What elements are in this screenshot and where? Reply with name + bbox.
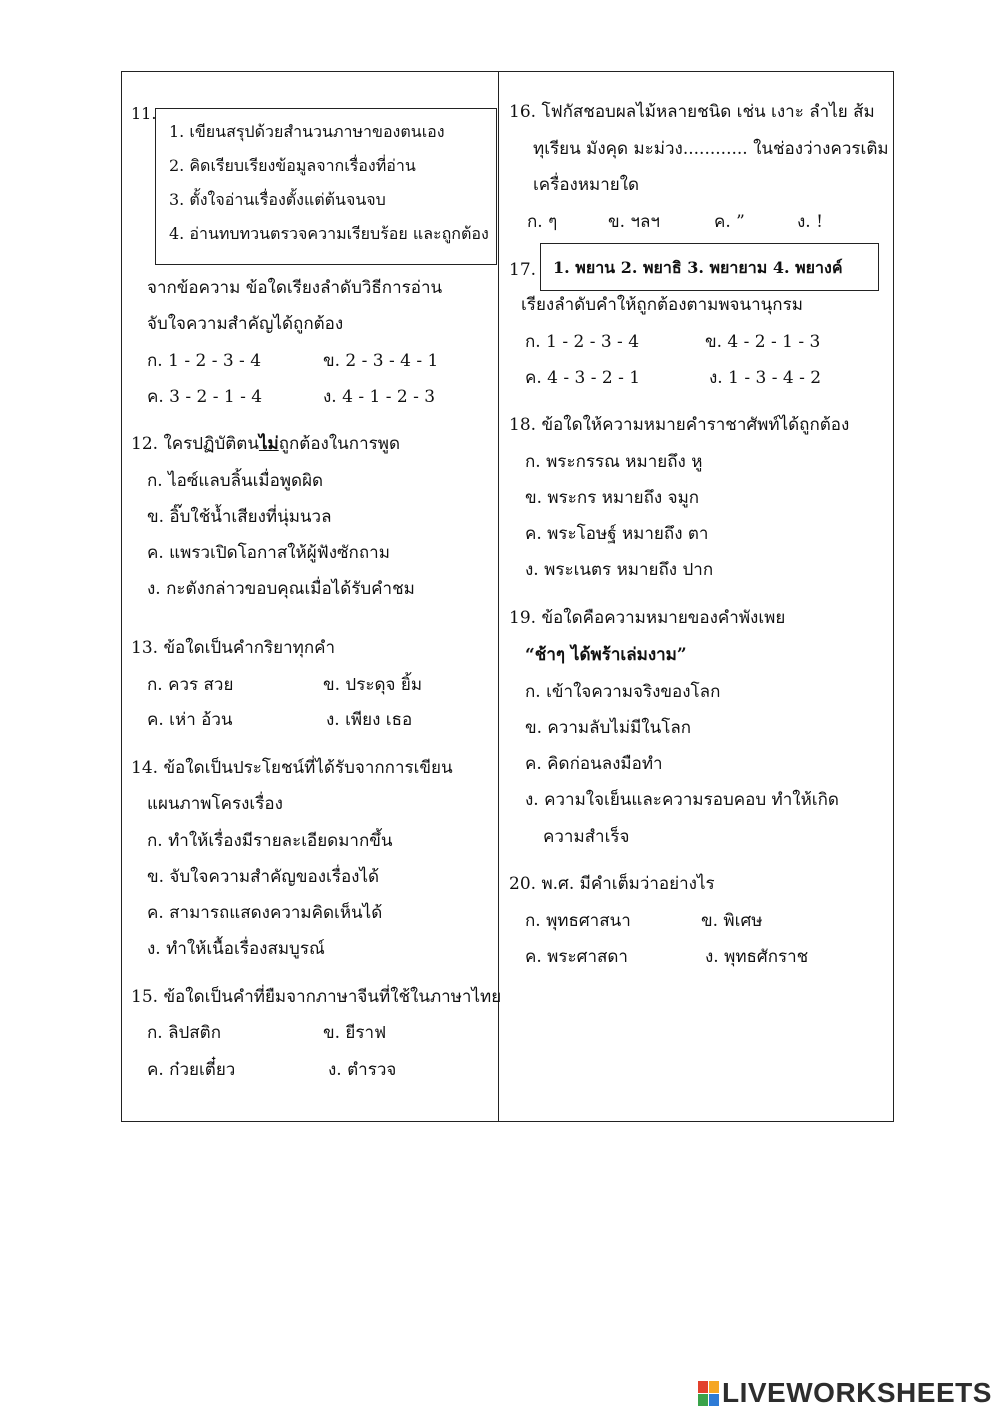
q20-option-b[interactable]: ข. พิเศษ [701,911,763,931]
q19-option-b[interactable]: ข. ความลับไม่มีในโลก [525,718,692,738]
q12-option-c[interactable]: ค. แพรวเปิดโอกาสให้ผู้ฟังซักถาม [147,543,390,563]
q15-question: 15. ข้อใดเป็นคำที่ยืมจากภาษาจีนที่ใช้ในภาษาไทย [131,987,502,1007]
q14-option-a[interactable]: ก. ทำให้เรื่องมีรายละเอียดมากขึ้น [147,831,393,851]
q17-option-a[interactable]: ก. 1 - 2 - 3 - 4 [525,332,640,352]
q12-question-suffix: ถูกต้องในการพูด [278,434,400,454]
q17-question: เรียงลำดับคำให้ถูกต้องตามพจนานุกรม [521,295,803,315]
q19-option-d[interactable]: ง. ความใจเย็นและความรอบคอบ ทำให้เกิด [525,790,839,810]
q11-question-line2: จับใจความสำคัญได้ถูกต้อง [147,314,344,334]
q12-option-d[interactable]: ง. กะตังกล่าวขอบคุณเมื่อได้รับคำชม [147,579,415,599]
liveworksheets-logo [698,1378,992,1408]
q16-question-line1: 16. โฟกัสชอบผลไม้หลายชนิด เช่น เงาะ ลำไย ส้ม [509,102,875,122]
q17-words: 1. พยาน 2. พยาธิ 3. พยายาม 4. พยางค์ [553,258,843,277]
q11-step-4: 4. อ่านทบทวนตรวจความเรียบร้อย และถูกต้อง [169,224,489,243]
q18-option-a[interactable]: ก. พระกรรณ หมายถึง หู [525,452,703,472]
q15-option-d[interactable]: ง. ตำรวจ [328,1060,397,1080]
q12-option-b[interactable]: ข. อิ๊บใช้น้ำเสียงที่นุ่มนวล [147,507,332,527]
q11-step-3: 3. ตั้งใจอ่านเรื่องตั้งแต่ต้นจนจบ [169,190,386,209]
q11-option-b[interactable]: ข. 2 - 3 - 4 - 1 [323,351,439,371]
logo-tile [698,1381,708,1393]
q18-option-d[interactable]: ง. พระเนตร หมายถึง ปาก [525,560,714,580]
q13-option-a[interactable]: ก. ควร สวย [147,675,234,695]
q15-option-c[interactable]: ค. ก๋วยเตี๋ยว [147,1060,236,1080]
logo-tile [709,1381,719,1393]
q14-option-d[interactable]: ง. ทำให้เนื้อเรื่องสมบูรณ์ [147,939,325,959]
q19-proverb: “ช้าๆ ได้พร้าเล่มงาม” [525,645,687,665]
logo-tile [698,1394,708,1406]
q16-option-b[interactable]: ข. ฯลฯ [608,212,660,232]
q17-option-b[interactable]: ข. 4 - 2 - 1 - 3 [705,332,821,352]
q14-question-line1: 14. ข้อใดเป็นประโยชน์ที่ได้รับจากการเขียน [131,758,453,778]
q20-option-a[interactable]: ก. พุทธศาสนา [525,911,631,931]
q18-option-b[interactable]: ข. พระกร หมายถึง จมูก [525,488,700,508]
q19-question: 19. ข้อใดคือความหมายของคำพังเพย [509,608,786,628]
q12-question-prefix: 12. ใครปฏิบัติตน [131,434,259,454]
q14-question-line2: แผนภาพโครงเรื่อง [147,794,283,814]
q11-step-1: 1. เขียนสรุปด้วยสำนวนภาษาของตนเอง [169,122,445,141]
logo-tile [709,1394,719,1406]
q11-number: 11. [131,104,157,123]
q15-option-b[interactable]: ข. ยีราฟ [323,1023,387,1043]
q17-number: 17. [509,260,537,280]
q13-option-c[interactable]: ค. เห่า อ้วน [147,710,233,730]
q19-option-c[interactable]: ค. คิดก่อนลงมือทำ [525,754,663,774]
q11-question-line1: จากข้อความ ข้อใดเรียงลำดับวิธีการอ่าน [147,278,443,298]
q17-option-d[interactable]: ง. 1 - 3 - 4 - 2 [709,368,822,388]
q11-option-c[interactable]: ค. 3 - 2 - 1 - 4 [147,387,263,407]
q18-option-c[interactable]: ค. พระโอษฐ์ หมายถึง ตา [525,524,709,544]
q16-option-a[interactable]: ก. ๆ [527,212,558,232]
q14-option-c[interactable]: ค. สามารถแสดงความคิดเห็นได้ [147,903,383,923]
q20-option-c[interactable]: ค. พระศาสดา [525,947,628,967]
q11-option-d[interactable]: ง. 4 - 1 - 2 - 3 [323,387,436,407]
q16-option-c[interactable]: ค. ” [714,212,745,232]
q20-question: 20. พ.ศ. มีคำเต็มว่าอย่างไร [509,874,715,894]
q14-option-b[interactable]: ข. จับใจความสำคัญของเรื่องได้ [147,867,380,887]
logo-mark-icon [698,1381,719,1406]
q12-question-emphasis: ไม่ [258,434,279,454]
column-divider [498,71,499,1122]
q13-option-b[interactable]: ข. ประดุจ ยิ้ม [323,675,423,695]
q15-option-a[interactable]: ก. ลิปสติก [147,1023,222,1043]
q13-option-d[interactable]: ง. เพียง เธอ [326,710,413,730]
q11-step-2: 2. คิดเรียบเรียงข้อมูลจากเรื่องที่อ่าน [169,156,416,175]
q19-option-a[interactable]: ก. เข้าใจความจริงของโลก [525,682,721,702]
q12-option-a[interactable]: ก. ไอซ์แลบลิ้นเมื่อพูดผิด [147,471,324,491]
q16-option-d[interactable]: ง. ! [797,212,823,232]
q12-question [131,436,400,453]
q13-question: 13. ข้อใดเป็นคำกริยาทุกคำ [131,638,336,658]
q16-question-line2: ทุเรียน มังคุด มะม่วง............ ในช่องว่างควรเติม [533,139,889,159]
logo-text: LIVEWORKSHEETS [722,1377,992,1408]
q18-question: 18. ข้อใดให้ความหมายคำราชาศัพท์ได้ถูกต้อง [509,415,850,435]
q20-option-d[interactable]: ง. พุทธศักราช [705,947,809,967]
q11-option-a[interactable]: ก. 1 - 2 - 3 - 4 [147,351,262,371]
q19-option-d-continuation: ความสำเร็จ [543,827,630,847]
q16-question-line3: เครื่องหมายใด [533,175,640,195]
q17-option-c[interactable]: ค. 4 - 3 - 2 - 1 [525,368,641,388]
